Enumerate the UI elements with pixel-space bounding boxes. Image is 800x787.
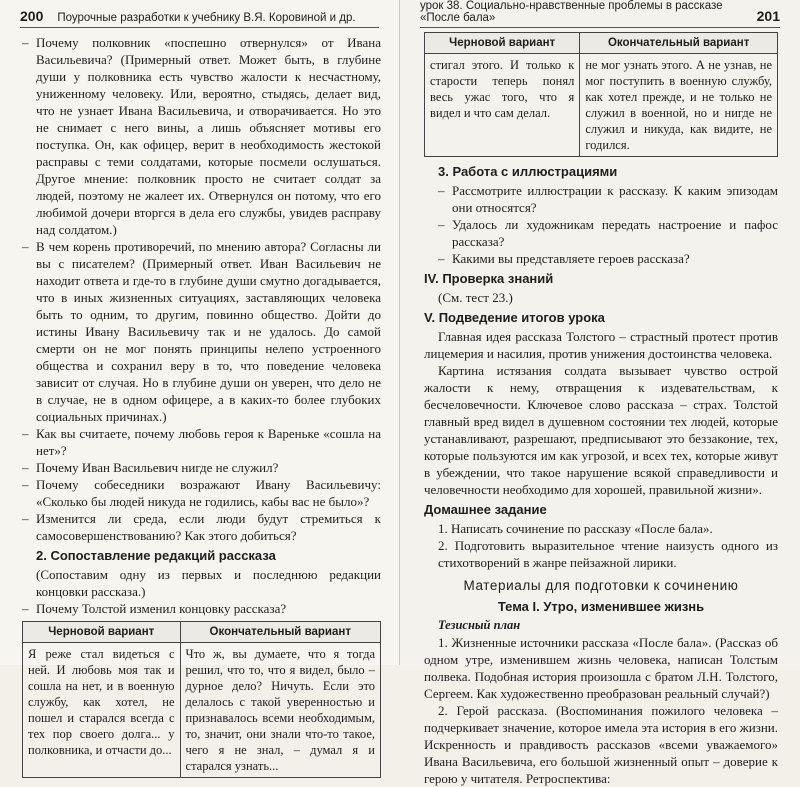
homework-item: 1. Написать сочинение по рассказу «После бала». [438, 521, 713, 536]
section-heading-comparison: 2. Сопоставление редакций рассказа [36, 548, 276, 563]
section-heading-illustrations: 3. Работа с иллюстрациями [438, 164, 618, 179]
list-item: – Какими вы представляете героев рассказа? [438, 250, 778, 267]
table-header-draft: Черновой вариант [23, 622, 181, 643]
question-ending: – Почему Толстой изменил концовку рассказа? [22, 600, 381, 617]
table-row [23, 643, 381, 778]
plan-item-2: 2. Герой рассказа. (Воспоминания пожилого человека – подчеркивает значение, которое имела эта история в его жизни. Искренность и правдивость рассказов «всеми уважаемого» Ивана Васильевича, его большой жизненный опыт – доверие к герою у читателя. Ретроспектива: [424, 703, 778, 786]
versions-table-left [22, 621, 381, 778]
topic-heading: Тема I. Утро, изменившее жизнь [497, 599, 705, 614]
test-reference: (См. тест 23.) [438, 290, 513, 305]
right-page [400, 0, 800, 786]
question-service: – Почему Иван Васильевич нигде не служил? [22, 459, 381, 476]
table-row [425, 54, 778, 157]
table-cell-draft: стигал этого. И только к старости теперь понял весь ужас того, что я видел и что сам делал. [425, 54, 580, 157]
question-colonel: – Почему полковник «поспешно отвернулся» от Ивана Васильевича? (Примерный ответ. Может быть, в глубине души у полковника есть чувство жалости к несчастному, униженному человеку. Или, вероятно, стыдясь, делает вид, что не узнает Ивана Васильевича, и отворачивается. Но это не снимает с него вины, а лишь объясняет мотивы его поступка. Он, как офицер, верит в необходимость жестокой расправы с теми солдатами, которые посмели ослушаться. Другое мнение: полковник просто не считает солдат за людей, поэтому не жалеет их. Отвернулся он потому, что его любимой дочери вторгся в дела его службы, увидев расправу над солдатом.) [22, 34, 381, 238]
left-page [0, 0, 400, 773]
list-item: – Удалось ли художникам передать настроение и пафос рассказа? [438, 216, 778, 250]
summary-paragraph-2: Картина истязания солдата вызывает чувство острой жалости к нему, отвращения к издевательствам, к бесчеловечности. Ключевое слово рассказа – страх. Толстой главный вред видел в душевном состоянии тех людей, которые устанавливают, разрешают, предписывают это беззаконие, тех, которые пользуются им как угрозой, и всех тех, которые живут в убеждении, что такое нарушение всякой справедливости и человечности необходимо для хорошей, правильной жизни». [424, 363, 778, 497]
table-header-draft: Черновой вариант [425, 33, 580, 54]
table-cell-final: Что ж, вы думаете, что я тогда решил, что то, что я видел, было – дурное дело? Ничуть. Если это делалось с такой уверенностью и признавалось всеми необходимым, то, значит, они знали что-то такое, чего я не знал, – думал я и старался узнать... [180, 643, 380, 778]
right-content [424, 32, 778, 787]
table-header-final: Окончательный вариант [180, 622, 380, 643]
page-number-left: 200 [20, 8, 44, 24]
section-heading-knowledge-check: IV. Проверка знаний [424, 271, 554, 286]
table-cell-draft: Я реже стал видеться с ней. И любовь моя так и сошла на нет, и в военную службу, как хотел, не пошел и старался всегда с тех пор своего долга... у полковника, и отчасти до... [23, 643, 181, 778]
left-content [22, 34, 381, 778]
question-contradictions: – В чем корень противоречий, по мнению автора? Согласны ли вы с писателем? (Примерный ответ. Иван Васильевич не находит ответа и где-то в глубине души смутно догадывается, что в иных жизненных ситуациях, заставляющих человека быть то одним, то другим, повинно общество. Дойти до истины Ивану Васильевичу так и не удалось. До самой смерти он не мог понять принципы нелепо устроенного общества и сохранил веру в то, что поведение человека зависит от случая. Но в глубине души он уверен, что дело не в случае, не в одном офицере, а в каких-то более глубоких социальных причинах.) [22, 238, 381, 425]
section-heading-summary: V. Подведение итогов урока [424, 310, 605, 325]
running-head-right [420, 0, 780, 28]
homework-heading: Домашнее задание [424, 502, 547, 517]
plan-heading: Тезисный план [438, 618, 521, 632]
homework-item: 2. Подготовить выразительное чтение наизусть одного из стихотворений в жанре пейзажной лирики. [438, 538, 778, 570]
summary-paragraph-1: Главная идея рассказа Толстого – страстный протест против лицемерия и насилия, против унижения достоинства человека. [424, 329, 778, 361]
plan-item-1: 1. Жизненные источники рассказа «После бала». (Рассказ об одном утре, изменившем жизнь человека, написан Толстым полвека. Подобная история произошла с братом Л.Н. Толстого, Сергеем. Как художественно преобразован реальный случай?) [424, 635, 778, 701]
question-love: – Как вы считаете, почему любовь героя к Вареньке «сошла на нет»? [22, 425, 381, 459]
question-objection: – Почему собеседники возражают Ивану Васильевичу: «Сколько бы людей никуда не годились, кабы вас не было»? [22, 476, 381, 510]
versions-table-right [424, 32, 778, 157]
question-environment: – Изменится ли среда, если люди будут стремиться к самосовершенствованию? Как этого добиться? [22, 510, 381, 544]
running-head-title-left: Поурочные разработки к учебнику В.Я. Коровиной и др. [57, 12, 356, 24]
table-cell-final: не мог узнать этого. А не узнав, не мог поступить в военную службу, как хотел прежде, и не только не служил в военной, но и нигде не служил и никуда, как видите, не годился. [580, 54, 778, 157]
running-head-left [20, 6, 379, 28]
comparison-note: (Сопоставим одну из первых и последнюю редакции концовки рассказа.) [36, 567, 381, 599]
materials-heading: Материалы для подготовки к сочинению [463, 578, 739, 593]
table-header-final: Окончательный вариант [580, 33, 778, 54]
running-head-title-right: урок 38. Социально-нравственные проблемы в рассказе «После бала» [420, 0, 723, 24]
list-item: – Рассмотрите иллюстрации к рассказу. К каким эпизодам они относятся? [438, 182, 778, 216]
page-number-right: 201 [756, 8, 780, 24]
